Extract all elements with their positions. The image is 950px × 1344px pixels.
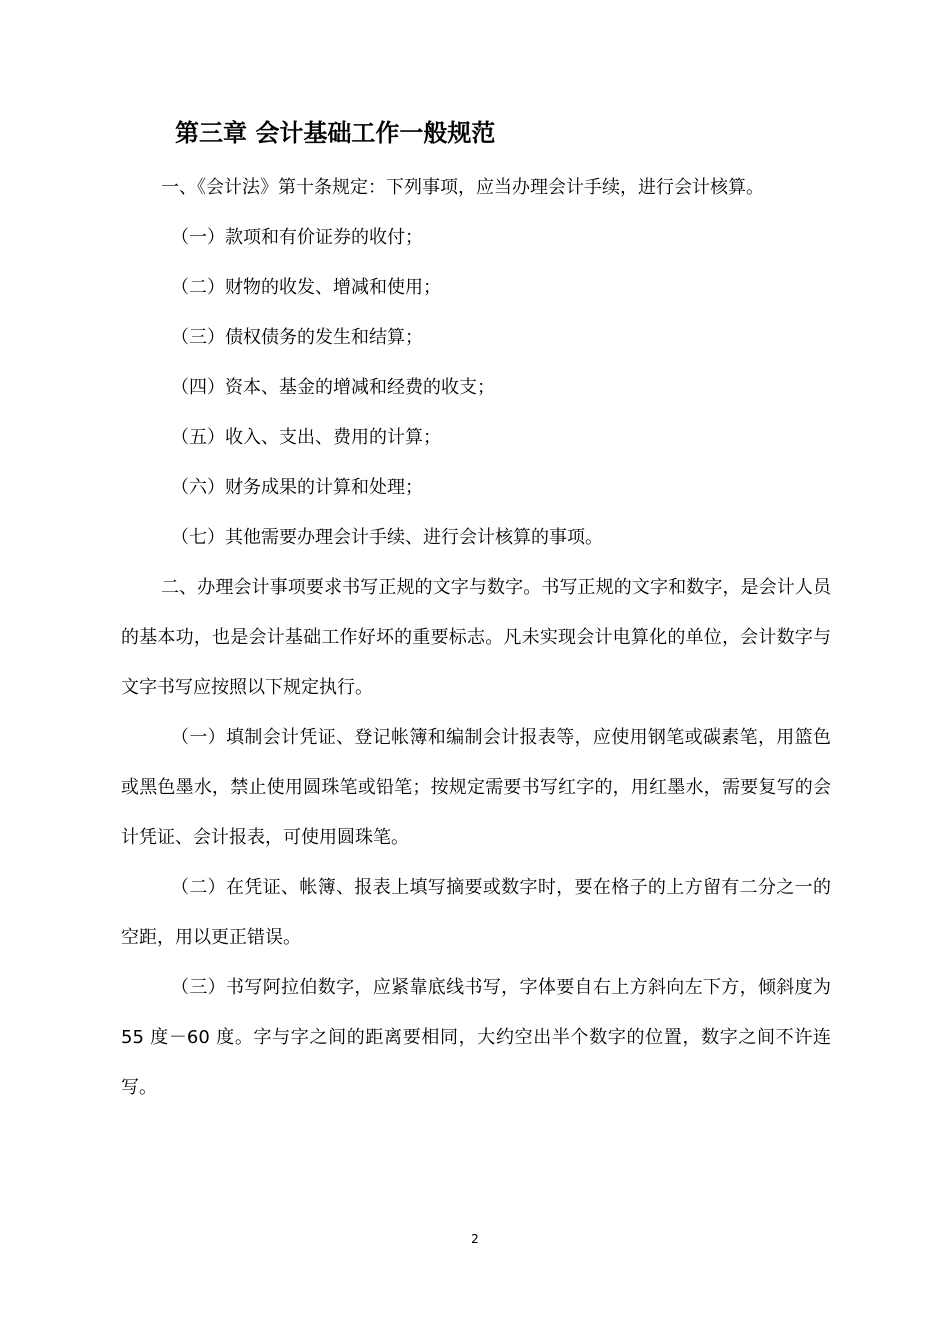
rule-item-2: （二）在凭证、帐簿、报表上填写摘要或数字时，要在格子的上方留有二分之一的空距，用以更正错误。: [121, 877, 831, 948]
list-item-7: （七）其他需要办理会计手续、进行会计核算的事项。: [171, 527, 603, 548]
list-item-1: （一）款项和有价证券的收付；: [171, 227, 423, 248]
list-item-6: （六）财务成果的计算和处理；: [171, 477, 423, 498]
list-item-2: （二）财物的收发、增减和使用；: [171, 277, 441, 298]
rule-item-1: （一）填制会计凭证、登记帐簿和编制会计报表等，应使用钢笔或碳素笔，用篮色或黑色墨水，禁止使用圆珠笔或铅笔；按规定需要书写红字的，用红墨水，需要复写的会计凭证、会计报表，可使用圆珠笔。: [121, 727, 831, 848]
page-number: 2: [471, 1232, 479, 1246]
chapter-title: 第三章 会计基础工作一般规范: [175, 118, 496, 147]
paragraph-section-1: 一、《会计法》第十条规定：下列事项，应当办理会计手续，进行会计核算。: [161, 177, 764, 198]
list-item-3: （三）债权债务的发生和结算；: [171, 327, 423, 348]
list-item-5: （五）收入、支出、费用的计算；: [171, 427, 441, 448]
document-body: [121, 163, 831, 1113]
paragraph-section-2: 二、办理会计事项要求书写正规的文字与数字。书写正规的文字和数字，是会计人员的基本功，也是会计基础工作好坏的重要标志。凡未实现会计电算化的单位，会计数字与文字书写应按照以下规定执行。: [121, 577, 831, 698]
list-item-4: （四）资本、基金的增减和经费的收支；: [171, 377, 495, 398]
rule-item-3: （三）书写阿拉伯数字，应紧靠底线书写，字体要自右上方斜向左下方，倾斜度为 55 度－60 度。字与字之间的距离要相同，大约空出半个数字的位置，数字之间不许连写。: [121, 977, 831, 1098]
